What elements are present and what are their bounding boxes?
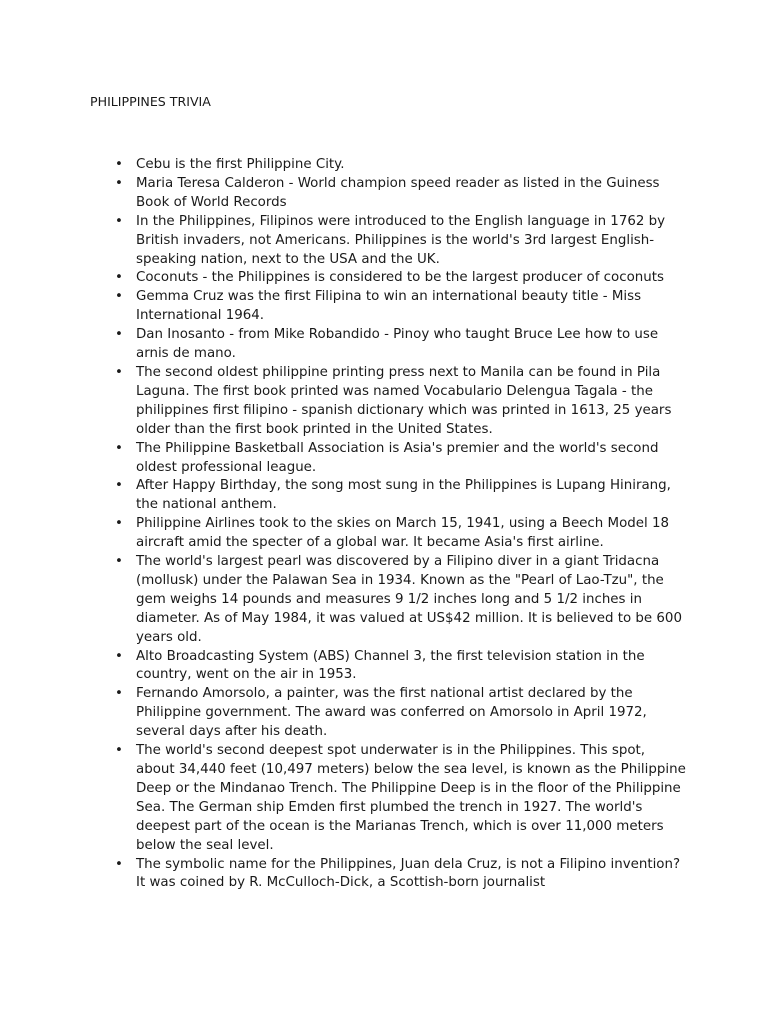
bullet-icon: • [115, 289, 123, 305]
bullet-icon: • [115, 516, 123, 532]
list-item-text: The second oldest philippine printing press next to Manila can be found in Pila Laguna. The first book printed was named Vocabulario Delengua Tagala - the philippines first filipino - spanish dictionary which was printed in 1613, 25 years older than the first book printed in the United States. [136, 364, 672, 437]
list-item-text: The Philippine Basketball Association is Asia's premier and the world's second oldest professional league. [136, 440, 659, 475]
list-item-text: The symbolic name for the Philippines, Juan dela Cruz, is not a Filipino invention? It was coined by R. McCulloch-Dick, a Scottish-born journalist [136, 856, 681, 891]
list-item-text: In the Philippines, Filipinos were introduced to the English language in 1762 by British invaders, not Americans. Philippines is the world's 3rd largest English-speaking nation, next to the USA and the UK. [136, 213, 666, 267]
bullet-icon: • [115, 686, 123, 702]
bullet-icon: • [115, 554, 123, 570]
bullet-icon: • [115, 327, 123, 343]
list-item [115, 440, 686, 478]
bullet-icon: • [115, 856, 123, 872]
list-item [115, 326, 686, 364]
list-item [115, 742, 686, 855]
list-item-text: Alto Broadcasting System (ABS) Channel 3, the first television station in the country, went on the air in 1953. [136, 648, 645, 683]
list-item-text: Gemma Cruz was the first Filipina to win an international beauty title - Miss International 1964. [136, 289, 642, 324]
list-item [115, 213, 686, 270]
bullet-icon: • [115, 213, 123, 229]
bullet-icon: • [115, 743, 123, 759]
bullet-icon: • [115, 364, 123, 380]
list-item [115, 515, 686, 553]
list-item [115, 685, 686, 742]
list-item [115, 364, 686, 440]
list-item [115, 553, 686, 648]
list-item [115, 477, 686, 515]
list-item [115, 648, 686, 686]
list-item [115, 156, 686, 175]
trivia-list [115, 156, 686, 893]
list-item-text: After Happy Birthday, the song most sung in the Philippines is Lupang Hinirang, the national anthem. [136, 478, 671, 513]
document-title: PHILIPPINES TRIVIA [90, 94, 211, 109]
list-item-text: The world's second deepest spot underwater is in the Philippines. This spot, about 34,440 feet (10,497 meters) below the sea level, is known as the Philippine Deep or the Mindanao Trench. The Philippine Deep is in the floor of the Philippine Sea. The German ship Emden first plumbed the trench in 1927. The world's deepest part of the ocean is the Marianas Trench, which is over 11,000 meters below the seal level. [136, 743, 686, 853]
bullet-icon: • [115, 175, 123, 191]
list-item-text: Philippine Airlines took to the skies on March 15, 1941, using a Beech Model 18 aircraft amid the specter of a global war. It became Asia's first airline. [136, 516, 670, 551]
list-item-text: Dan Inosanto - from Mike Robandido - Pinoy who taught Bruce Lee how to use arnis de mano. [136, 327, 659, 362]
bullet-icon: • [115, 440, 123, 456]
list-item-text: Maria Teresa Calderon - World champion speed reader as listed in the Guiness Book of World Records [136, 175, 660, 210]
bullet-icon: • [115, 478, 123, 494]
list-item [115, 269, 686, 288]
bullet-icon: • [115, 157, 123, 172]
list-item-text: Coconuts - the Philippines is considered to be the largest producer of coconuts [136, 270, 664, 286]
bullet-icon: • [115, 648, 123, 664]
list-item-text: Cebu is the first Philippine City. [136, 157, 345, 172]
list-item-text: Fernando Amorsolo, a painter, was the first national artist declared by the Philippine government. The award was conferred on Amorsolo in April 1972, several days after his death. [136, 686, 647, 740]
list-item [115, 175, 686, 213]
list-item [115, 856, 686, 894]
list-item [115, 288, 686, 326]
bullet-icon: • [115, 270, 123, 286]
list-item-text: The world's largest pearl was discovered by a Filipino diver in a giant Tridacna (mollusk) under the Palawan Sea in 1934. Known as the "Pearl of Lao-Tzu", the gem weighs 14 pounds and measures 9 1/2 inches long and 5 1/2 inches in diameter. As of May 1984, it was valued at US$42 million. It is believed to be 600 years old. [136, 554, 682, 645]
